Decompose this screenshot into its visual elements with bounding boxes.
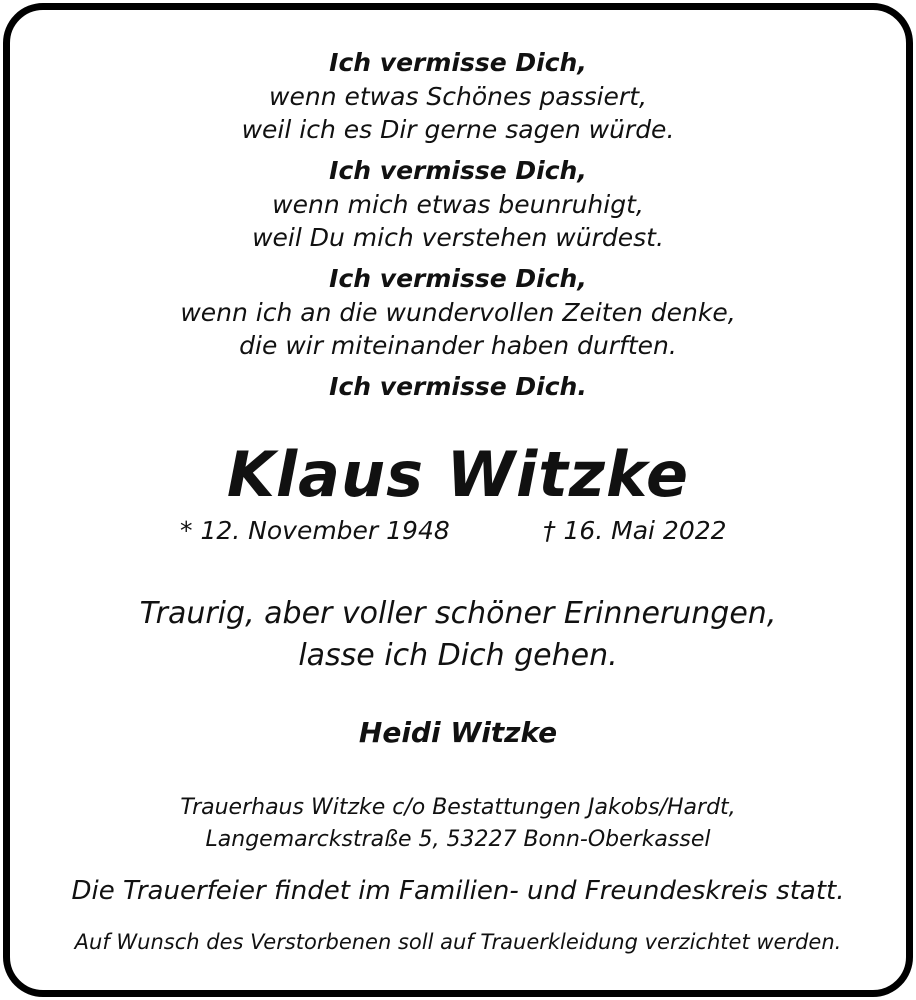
life-dates bbox=[10, 516, 906, 550]
birth-date: * 12. November 1948 bbox=[180, 516, 450, 545]
poem-stanza-3-line-1: wenn ich an die wundervollen Zeiten denke, bbox=[180, 298, 736, 327]
death-date: † 16. Mai 2022 bbox=[543, 516, 727, 545]
obituary-card bbox=[3, 3, 913, 997]
address-line-1: Trauerhaus Witzke c/o Bestattungen Jakobs/Hardt, bbox=[180, 795, 736, 820]
farewell-line-2: lasse ich Dich gehen. bbox=[298, 638, 618, 673]
poem-stanza-1-line-1: wenn etwas Schönes passiert, bbox=[269, 82, 647, 111]
poem-stanza-1-line-2: weil ich es Dir gerne sagen würde. bbox=[241, 115, 675, 144]
poem-stanza-3-line-2: die wir miteinander haben durften. bbox=[239, 331, 677, 360]
attire-request: Auf Wunsch des Verstorbenen soll auf Trauerkleidung verzichtet werden. bbox=[74, 930, 842, 954]
poem-stanza-1-heading: Ich vermisse Dich, bbox=[329, 48, 587, 77]
poem-stanza-2-line-1: wenn mich etwas beunruhigt, bbox=[272, 190, 644, 219]
address-line-2: Langemarckstraße 5, 53227 Bonn-Oberkassel bbox=[205, 827, 711, 852]
poem-stanza-2-line-2: weil Du mich verstehen würdest. bbox=[252, 223, 664, 252]
poem-stanza-2-heading: Ich vermisse Dich, bbox=[329, 156, 587, 185]
deceased-name: Klaus Witzke bbox=[226, 438, 690, 511]
farewell-line-1: Traurig, aber voller schöner Erinnerungen, bbox=[139, 596, 777, 631]
ceremony-notice: Die Trauerfeier findet im Familien- und Freundeskreis statt. bbox=[71, 876, 845, 906]
poem-closing: Ich vermisse Dich. bbox=[329, 372, 587, 401]
poem-stanza-3-heading: Ich vermisse Dich, bbox=[329, 264, 587, 293]
signer-name: Heidi Witzke bbox=[358, 716, 558, 749]
